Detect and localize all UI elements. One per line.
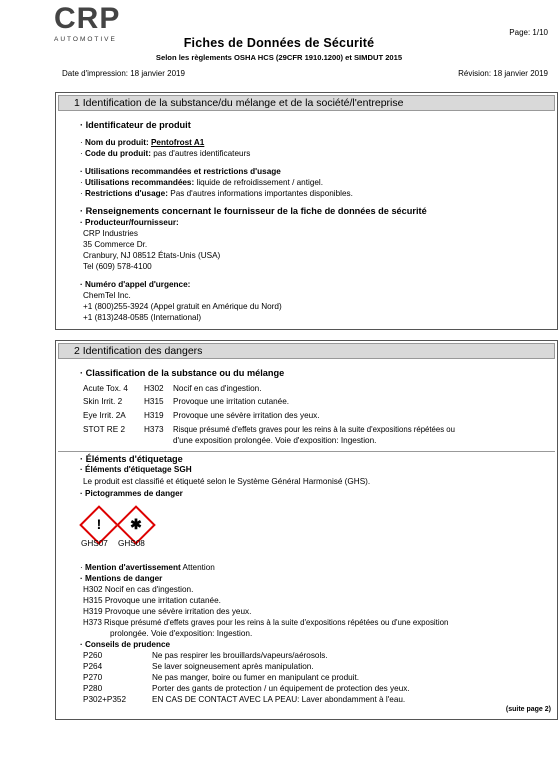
sgh-label: · Éléments d'étiquetage SGH [80,465,192,475]
precaution-code: P302+P352 [83,695,127,704]
signal-word-value: Attention [182,563,215,572]
uses-row [80,178,323,188]
product-name: Pentofrost A1 [150,138,205,147]
precaution-code: P270 [83,673,103,682]
classification-text: Provoque une irritation cutanée. [173,397,290,406]
section-divider [58,451,555,452]
precaution-text: Ne pas respirer les brouillards/vapeurs/aérosols. [152,651,328,660]
classification-category: Skin Irrit. 2 [83,397,123,406]
product-name-label: Nom du produit: [85,138,149,147]
classification-code: H302 [144,384,164,393]
classification-code: H315 [144,397,164,406]
emergency-line: ChemTel Inc. [83,291,131,300]
precaution-code: P260 [83,651,103,660]
classification-category: Acute Tox. 4 [83,384,128,393]
uses-label: Utilisations recommandées: [85,178,195,187]
precautionary-label: · Conseils de prudence [80,640,170,650]
pictograms-label: · Pictogrammes de danger [80,489,183,499]
page-number: Page: 1/10 [509,28,548,37]
precaution-text: Ne pas manger, boire ou fumer en manipulant ce produit. [152,673,360,682]
signal-word-row [80,563,215,573]
classification-code: H319 [144,411,164,420]
uses-value: liquide de refroidissement / antigel. [196,178,324,187]
supplier-line: CRP Industries [83,229,138,238]
classification-category: Eye Irrit. 2A [83,411,126,420]
document-subtitle: Selon les règlements OSHA HCS (29CFR 1910.1200) et SIMDUT 2015 [155,53,403,62]
precaution-text: Porter des gants de protection / un équipement de protection des yeux. [152,684,410,693]
precaution-code: P280 [83,684,103,693]
section-1 [55,92,558,330]
hazard-statements-label: · Mentions de danger [80,574,162,584]
section-1-heading: 1 Identification de la substance/du mélange et de la société/l'entreprise [58,95,555,111]
supplier-label: · Producteur/fournisseur: [80,218,179,228]
hazard-statement-continued: prolongée. Voie d'exposition: Ingestion. [110,629,253,638]
signal-word-label: Mention d'avertissement [85,563,181,572]
classification-text-continued: d'une exposition prolongée. Voie d'exposition: Ingestion. [173,436,377,445]
restrictions-row [80,189,353,199]
product-code-value: pas d'autres identificateurs [153,149,251,158]
exclamation-hazard-icon: ! [79,505,119,545]
logo-text: CRP [54,2,121,35]
logo-subtitle: AUTOMOTIVE [54,36,117,43]
restrictions-value: Pas d'autres informations importantes disponibles. [170,189,353,198]
supplier-heading: · Renseignements concernant le fournisseur de la fiche de données de sécurité [80,206,427,218]
emergency-label: · Numéro d'appel d'urgence: [80,280,190,290]
revision-date: Révision: 18 janvier 2019 [458,69,548,78]
precaution-text: EN CAS DE CONTACT AVEC LA PEAU: Laver abondamment à l'eau. [152,695,406,704]
section-2-heading: 2 Identification des dangers [58,343,555,359]
restrictions-label: Restrictions d'usage: [85,189,168,198]
hazard-statement: H302 Nocif en cas d'ingestion. [83,585,194,594]
hazard-statement: H319 Provoque une sévère irritation des yeux. [83,607,252,616]
hazard-statement: H315 Provoque une irritation cutanée. [83,596,221,605]
classification-text: Nocif en cas d'ingestion. [173,384,262,393]
continued-note: (suite page 2) [505,706,551,713]
product-name-row [80,138,204,148]
pictogram-code: GHS08 [118,539,145,548]
emergency-line: +1 (813)248-0585 (International) [83,313,202,322]
document-title: Fiches de Données de Sécurité [183,36,375,50]
classification-code: H373 [144,425,164,434]
classification-text: Risque présumé d'effets graves pour les reins à la suite d'expositions répétées ou [173,425,455,434]
pictogram-code: GHS07 [81,539,108,548]
emergency-line: +1 (800)255-3924 (Appel gratuit en Amérique du Nord) [83,302,282,311]
classification-text: Provoque une sévère irritation des yeux. [173,411,320,420]
product-identifier-heading: · Identificateur de produit [80,120,191,132]
hazard-statement: H373 Risque présumé d'effets graves pour les reins à la suite d'expositions répétées ou d'une exposition [83,618,449,627]
print-date: Date d'impression: 18 janvier 2019 [62,69,185,78]
product-code-label: Code du produit: [85,149,151,158]
classification-category: STOT RE 2 [83,425,126,434]
label-elements-heading: · Éléments d'étiquetage [80,454,183,466]
sgh-text: Le produit est classifié et étiqueté selon le Système Général Harmonisé (GHS). [83,477,371,486]
product-code-row [80,149,250,159]
uses-heading: · Utilisations recommandées et restrictions d'usage [80,167,281,177]
classification-heading: · Classification de la substance ou du mélange [80,368,284,380]
section-2 [55,340,558,720]
supplier-line: Tel (609) 578-4100 [83,262,152,271]
supplier-line: Cranbury, NJ 08512 États-Unis (USA) [83,251,221,260]
precaution-text: Se laver soigneusement après manipulation. [152,662,314,671]
health-hazard-icon: ✱ [116,505,156,545]
precaution-code: P264 [83,662,103,671]
supplier-line: 35 Commerce Dr. [83,240,148,249]
